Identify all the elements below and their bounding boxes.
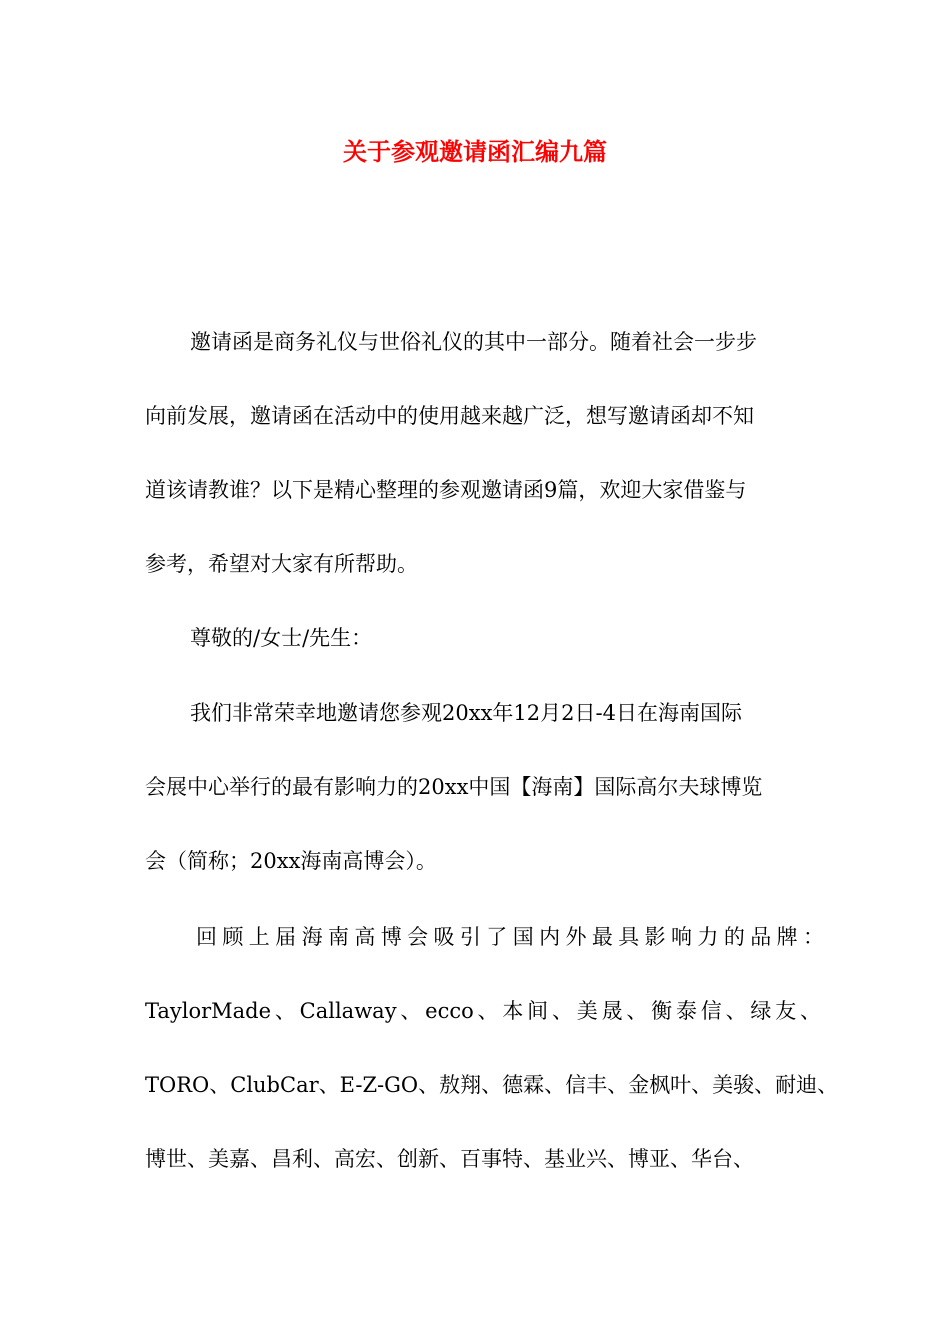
intro-line-3: 道该请教谁？以下是精心整理的参观邀请函9篇，欢迎大家借鉴与 <box>145 478 747 502</box>
body-line-1: 我们非常荣幸地邀请您参观20xx年12月2日-4日在海南国际 <box>190 701 742 725</box>
body-line-3: 会（简称；20xx海南高博会）。 <box>145 849 437 873</box>
intro-line-1: 邀请函是商务礼仪与世俗礼仪的其中一部分。随着社会一步步 <box>190 330 757 354</box>
intro-line-4: 参考，希望对大家有所帮助。 <box>145 552 418 576</box>
brands-line-4: 博世、美嘉、昌利、高宏、创新、百事特、基业兴、博亚、华台、 <box>145 1147 754 1171</box>
brands-line-3: TORO、ClubCar、E-Z-GO、敖翔、德霖、信丰、金枫叶、美骏、耐迪、 <box>145 1073 839 1097</box>
body-line-2: 会展中心举行的最有影响力的20xx中国【海南】国际高尔夫球博览 <box>145 775 763 799</box>
brands-line-2: TaylorMade、Callaway、ecco、本间、美晟、衡泰信、绿友、 <box>145 999 821 1023</box>
intro-line-2: 向前发展，邀请函在活动中的使用越来越广泛，想写邀请函却不知 <box>145 404 754 428</box>
brands-line-1: 回顾上届海南高博会吸引了国内外最具影响力的品牌： <box>196 925 824 949</box>
salutation: 尊敬的/女士/先生： <box>190 626 373 650</box>
document-title: 关于参观邀请函汇编九篇 <box>343 137 607 166</box>
